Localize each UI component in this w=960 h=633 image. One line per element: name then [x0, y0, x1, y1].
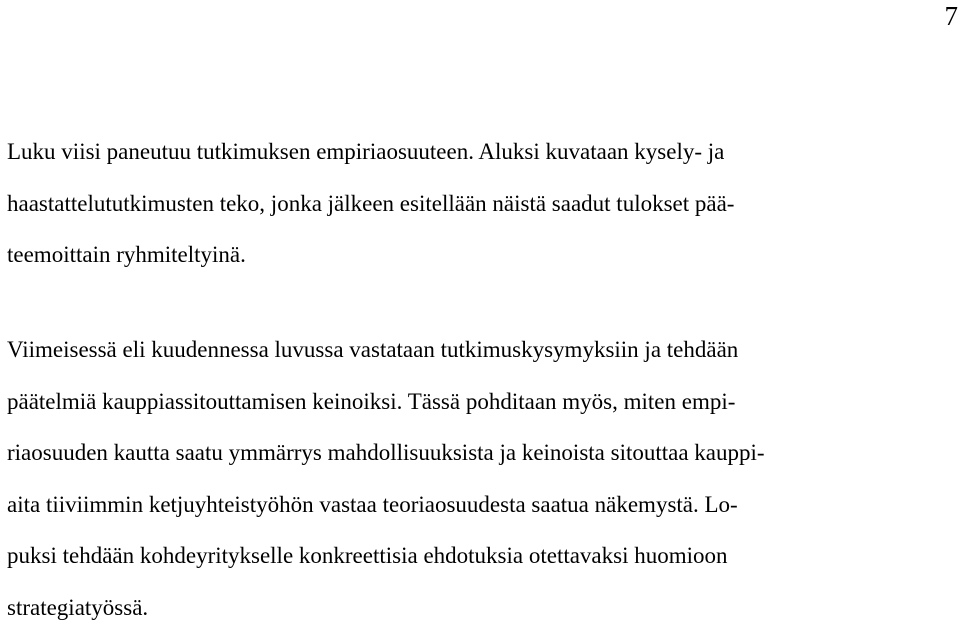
text-line: puksi tehdään kohdeyritykselle konkreettisia ehdotuksia otettavaksi huomioon: [7, 530, 765, 582]
text-line: Viimeisessä eli kuudennessa luvussa vastataan tutkimuskysymyksiin ja tehdään: [7, 324, 765, 376]
paragraph-chapter-six: [7, 324, 765, 633]
text-line: Luku viisi paneutuu tutkimuksen empiriaosuuteen. Aluksi kuvataan kysely- ja: [7, 126, 734, 178]
text-line: teemoittain ryhmiteltyinä.: [7, 229, 734, 281]
text-line: strategiatyössä.: [7, 582, 765, 633]
text-line: aita tiiviimmin ketjuyhteistyöhön vastaa teoriaosuudesta saatua näkemystä. Lo-: [7, 479, 765, 531]
page-number: 7: [945, 0, 959, 32]
text-line: riaosuuden kautta saatu ymmärrys mahdollisuuksista ja keinoista sitouttaa kauppi-: [7, 427, 765, 479]
paragraph-chapter-five: [7, 126, 734, 281]
text-line: päätelmiä kauppiassitouttamisen keinoiksi. Tässä pohditaan myös, miten empi-: [7, 376, 765, 428]
text-line: haastattelututkimusten teko, jonka jälkeen esitellään näistä saadut tulokset pää-: [7, 178, 734, 230]
